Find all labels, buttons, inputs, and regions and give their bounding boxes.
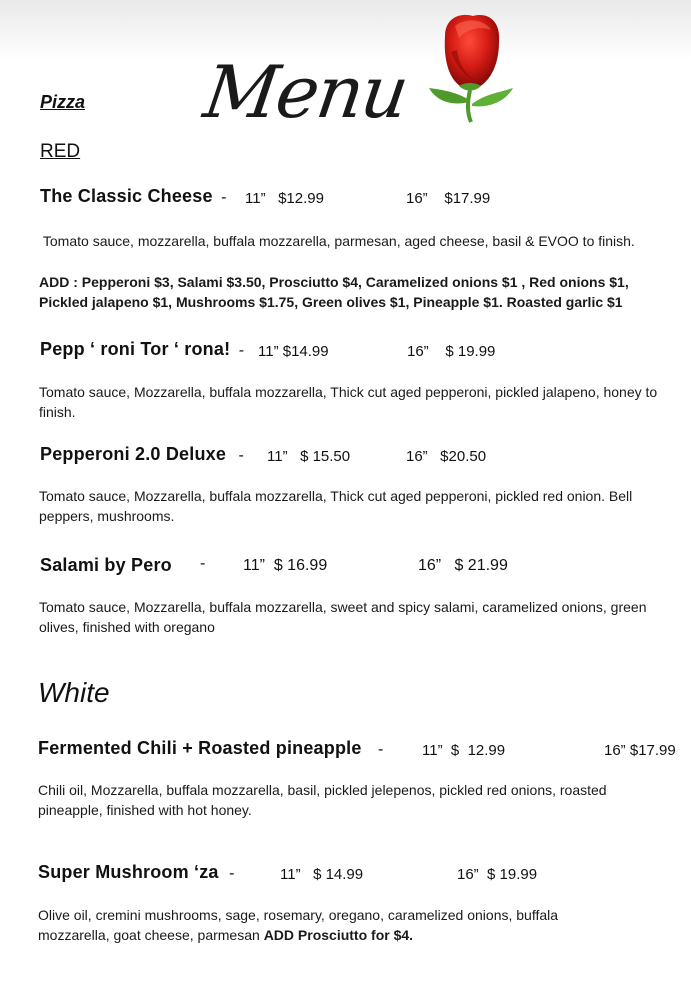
subsection-red: RED bbox=[40, 141, 81, 162]
item-description bbox=[38, 905, 628, 945]
item-name: Pepp ‘ roni Tor ‘ rona! bbox=[40, 339, 231, 359]
price-large: 16” $17.99 bbox=[604, 742, 676, 759]
item-dash: - bbox=[229, 865, 235, 882]
item-description: Tomato sauce, mozzarella, buffala mozzarella, parmesan, aged cheese, basil & EVOO to finish. bbox=[39, 233, 635, 249]
item-name: Pepperoni 2.0 Deluxe bbox=[40, 444, 227, 464]
item-add-ons: ADD : Pepperoni $3, Salami $3.50, Prosciutto $4, Caramelized onions $1 , Red onions $1, Pickled jalapeno $1, Mushrooms $1.75, Green olives $1, Pineapple $1. Roasted garlic $1 bbox=[39, 274, 629, 310]
price-small: 11” $ 15.50 bbox=[267, 448, 351, 465]
item-dash: - bbox=[378, 741, 384, 758]
price-small: 11” $ 12.99 bbox=[422, 742, 506, 759]
menu-item-salami bbox=[40, 555, 680, 576]
item-description: Tomato sauce, Mozzarella, buffala mozzarella, Thick cut aged pepperoni, pickled jalapeno, honey to finish. bbox=[39, 384, 658, 420]
price-small: 11” $ 14.99 bbox=[280, 866, 364, 883]
description-add-on: ADD Prosciutto for $4. bbox=[263, 927, 414, 943]
price-large: 16” $17.99 bbox=[406, 190, 491, 207]
price-small: 11” $ 16.99 bbox=[243, 557, 328, 574]
price-large: 16” $ 19.99 bbox=[457, 866, 538, 883]
item-description: Tomato sauce, Mozzarella, buffala mozzarella, sweet and spicy salami, caramelized onions, green olives, finished with oregano bbox=[39, 599, 647, 635]
menu-item-pepperoni-deluxe bbox=[40, 444, 680, 465]
menu-item-fermented-chili bbox=[38, 738, 688, 759]
price-small: 11” $14.99 bbox=[258, 343, 329, 360]
item-name: Super Mushroom ‘za bbox=[38, 862, 219, 882]
rose-image bbox=[415, 8, 525, 123]
item-dash: - bbox=[221, 189, 227, 206]
item-name: Salami by Pero bbox=[40, 555, 172, 575]
price-large: 16” $20.50 bbox=[406, 448, 487, 465]
item-description: Tomato sauce, Mozzarella, buffala mozzarella, Thick cut aged pepperoni, pickled red onion. Bell peppers, mushrooms. bbox=[39, 488, 633, 524]
item-name: Fermented Chili + Roasted pineapple bbox=[38, 738, 362, 758]
item-description: Chili oil, Mozzarella, buffala mozzarella, basil, pickled jelepenos, pickled red onions, roasted pineapple, finished with hot honey. bbox=[38, 782, 607, 818]
price-large: 16” $ 19.99 bbox=[407, 343, 496, 360]
section-title-pizza: Pizza bbox=[40, 92, 86, 112]
item-dash: - bbox=[200, 555, 206, 572]
item-dash: - bbox=[238, 447, 244, 464]
price-small: 11” $12.99 bbox=[245, 190, 324, 207]
menu-item-super-mushroom bbox=[38, 862, 678, 883]
menu-item-pepp-roni bbox=[40, 339, 680, 360]
menu-title: Menu bbox=[199, 50, 412, 134]
description-text: Olive oil, cremini mushrooms, sage, rosemary, oregano, caramelized onions, buffala mozzarella, goat cheese, parmesan bbox=[38, 907, 559, 943]
item-name: The Classic Cheese bbox=[40, 186, 213, 206]
section-title-white: White bbox=[38, 677, 110, 708]
price-large: 16” $ 21.99 bbox=[418, 557, 508, 574]
menu-item-classic-cheese bbox=[40, 186, 680, 207]
item-dash: - bbox=[238, 342, 245, 359]
